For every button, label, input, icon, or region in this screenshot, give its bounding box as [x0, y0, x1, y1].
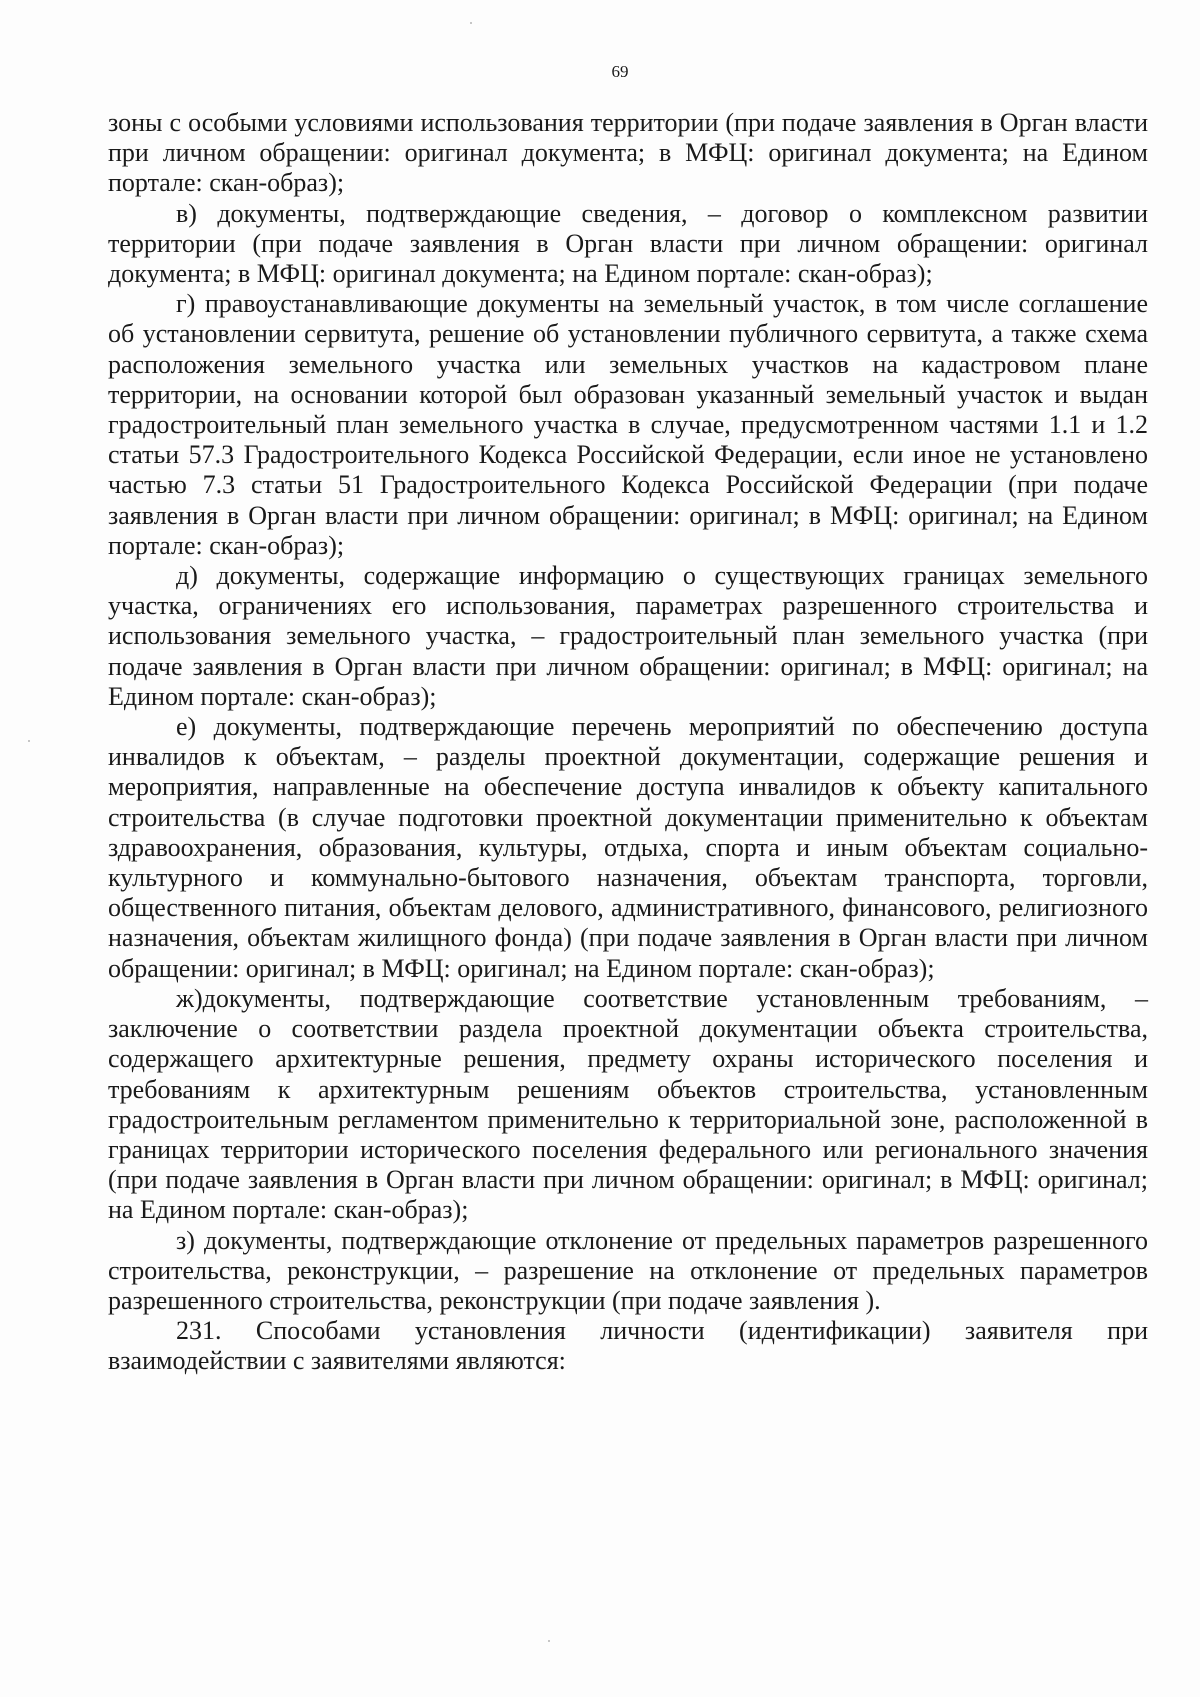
- scan-speck: [548, 1640, 550, 1642]
- page-number: 69: [611, 62, 629, 81]
- paragraph-continuation: зоны с особыми условиями использования территории (при подаче заявления в Орган власти при личном обращении: оригинал документа; в МФЦ: оригинал документа; на Едином портале: скан-образ);: [108, 108, 1148, 198]
- paragraph-item-e: е) документы, подтверждающие перечень мероприятий по обеспечению доступа инвалидов к объектам, – разделы проектной документации, содержащие решения и мероприятия, направленные на обеспечение доступа инвалидов к объекту капитального строительства (в случае подготовки проектной документации применительно к объектам здравоохранения, образования, культуры, отдыха, спорта и иным объектам социально-культурного и коммунально-бытового назначения, объектам транспорта, торговли, общественного питания, объектам делового, административного, финансового, религиозного назначения, объектам жилищного фонда) (при подаче заявления в Орган власти при личном обращении: оригинал; в МФЦ: оригинал; на Едином портале: скан-образ);: [108, 712, 1148, 983]
- paragraph-item-z: з) документы, подтверждающие отклонение от предельных параметров разрешенного строительства, реконструкции, – разрешение на отклонение от предельных параметров разрешенного строительства, реконструкции (при подаче заявления ).: [108, 1225, 1148, 1315]
- paragraph-item-v: в) документы, подтверждающие сведения, – договор о комплексном развитии территории (при подаче заявления в Орган власти при личном обращении: оригинал документа; в МФЦ: оригинал документа; на Едином портале: скан-образ);: [108, 198, 1148, 289]
- paragraph-item-d: д) документы, содержащие информацию о существующих границах земельного участка, ограничениях его использования, параметрах разрешенного строительства и использования земельного участка, – градостроительный план земельного участка (при подаче заявления в Орган власти при личном обращении: оригинал; в МФЦ: оригинал; на Едином портале: скан-образ);: [108, 561, 1148, 711]
- paragraph-item-zh: ж)документы, подтверждающие соответствие установленным требованиям, – заключение о соответствии раздела проектной документации объекта строительства, содержащего архитектурные решения, предмету охраны исторического поселения и требованиям к архитектурным решениям объектов строительства, установленным градостроительным регламентом применительно к территориальной зоне, расположенной в границах территории исторического поселения федерального или регионального значения (при подаче заявления в Орган власти при личном обращении: оригинал; в МФЦ: оригинал; на Едином портале: скан-образ);: [108, 983, 1148, 1225]
- paragraph-item-g: г) правоустанавливающие документы на земельный участок, в том числе соглашение об установлении сервитута, решение об установлении публичного сервитута, а также схема расположения земельного участка или земельных участков на кадастровом плане территории, на основании которой был образован указанный земельный участок и выдан градостроительный план земельного участка в случае, предусмотренном частями 1.1 и 1.2 статьи 57.3 Градостроительного Кодекса Российской Федерации, если иное не установлено частью 7.3 статьи 51 Градостроительного Кодекса Российской Федерации (при подаче заявления в Орган власти при личном обращении: оригинал; в МФЦ: оригинал; на Едином портале: скан-образ);: [108, 289, 1148, 560]
- paragraph-item-231: 231. Способами установления личности (идентификации) заявителя при взаимодействии с заявителями являются:: [108, 1316, 1148, 1376]
- document-body: [108, 108, 1148, 1377]
- scan-speck: [470, 22, 472, 24]
- scan-speck: [28, 740, 30, 742]
